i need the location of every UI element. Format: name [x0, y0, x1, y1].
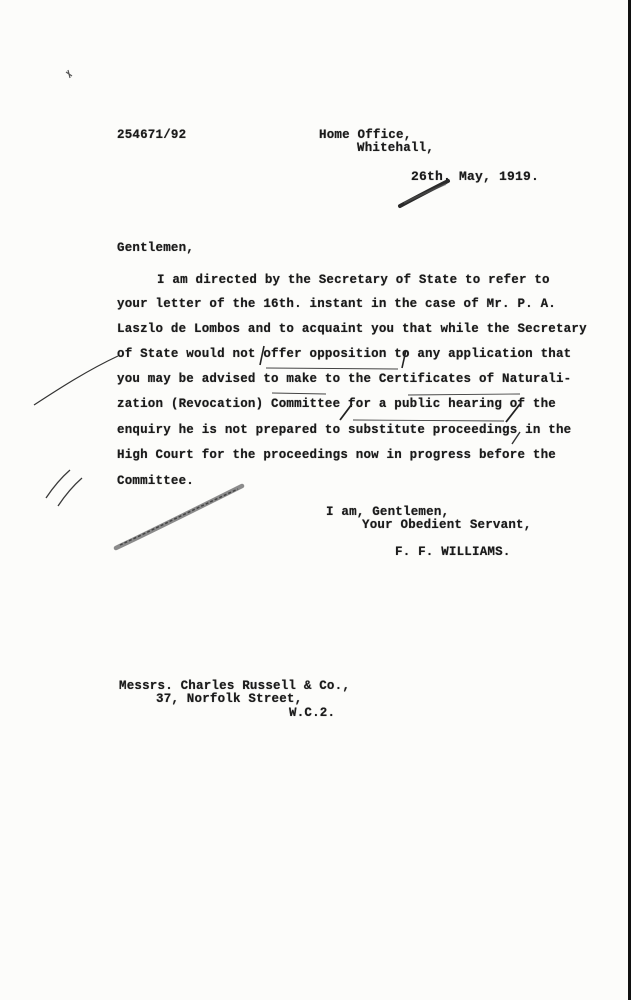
slash-mark [402, 350, 406, 368]
body-line: zation (Revocation) Committee for a public hearing of the [117, 397, 556, 411]
margin-double-slash-mark [46, 470, 82, 506]
slash-mark [260, 346, 264, 365]
body-line: Committee. [117, 474, 195, 488]
signature: F. F. WILLIAMS. [395, 545, 511, 559]
recipient-line-1: Messrs. Charles Russell & Co., [119, 679, 351, 693]
sender-address-line-1: Home Office, [319, 128, 412, 142]
recipient-line-3: W.C.2. [289, 706, 336, 720]
underline-mark [272, 393, 326, 394]
underline-mark [266, 368, 398, 369]
body-line: of State would not offer opposition to any application that [117, 347, 572, 361]
closing-line-1: I am, Gentlemen, [326, 505, 450, 519]
sender-address-line-2: Whitehall, [357, 141, 435, 155]
closing-line-2: Your Obedient Servant, [362, 518, 532, 532]
body-line: Laszlo de Lombos and to acquaint you that while the Secretary [117, 322, 587, 336]
body-line: I am directed by the Secretary of State to refer to [157, 273, 550, 287]
recipient-line-2: 37, Norfolk Street, [156, 692, 303, 706]
margin-stroke-mark [34, 356, 118, 405]
slash-mark [512, 432, 520, 444]
underline-mark [353, 420, 504, 421]
body-line: High Court for the proceedings now in progress before the [117, 448, 556, 462]
underline-mark [408, 394, 520, 395]
body-line: you may be advised to make to the Certificates of Naturali- [117, 372, 572, 386]
corner-tick-mark [66, 70, 72, 78]
body-line: your letter of the 16th. instant in the case of Mr. P. A. [117, 297, 556, 311]
slash-mark [340, 404, 352, 420]
letter-date: 26th. May, 1919. [411, 169, 540, 184]
body-line: enquiry he is not prepared to substitute proceedings in the [117, 423, 572, 437]
salutation: Gentlemen, [117, 241, 195, 255]
reference-number: 254671/92 [117, 128, 187, 142]
slash-mark [506, 404, 520, 422]
